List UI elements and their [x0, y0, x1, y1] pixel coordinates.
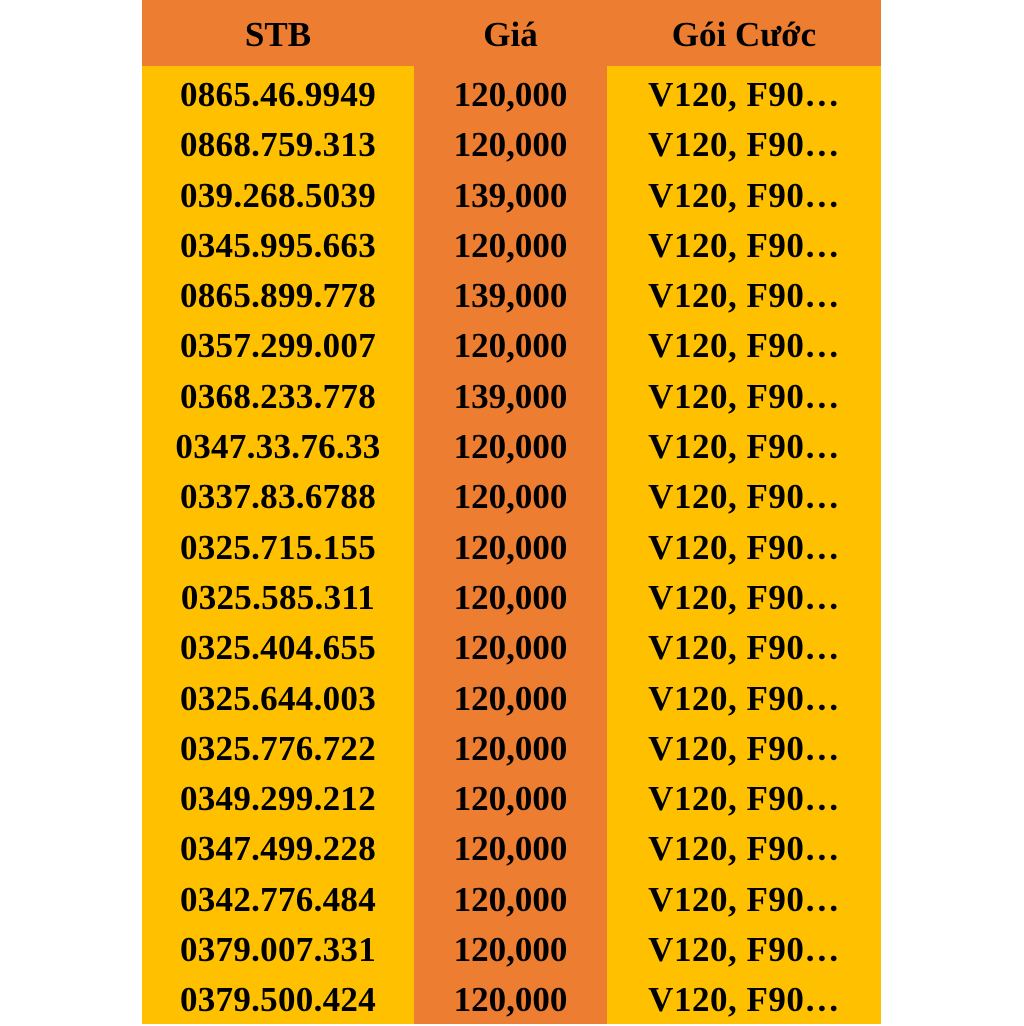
price-cell: 120,000 [453, 326, 568, 366]
price-cell: 120,000 [453, 527, 568, 567]
price-cell: 120,000 [453, 577, 568, 617]
price-cell: 139,000 [453, 376, 568, 416]
phone-number-cell: 039.268.5039 [179, 175, 377, 215]
phone-number-cell: 0347.33.76.33 [175, 427, 381, 467]
header-price: Giá [483, 15, 538, 54]
phone-number-cell: 0337.83.6788 [179, 477, 377, 517]
package-cell: V120, F90… [648, 577, 840, 617]
phone-number-cell: 0357.299.007 [179, 326, 377, 366]
package-cell: V120, F90… [648, 376, 840, 416]
phone-number-cell: 0347.499.228 [179, 829, 377, 869]
phone-number-cell: 0865.899.778 [179, 276, 377, 316]
package-cell: V120, F90… [648, 427, 840, 467]
package-cell: V120, F90… [648, 125, 840, 165]
table-row [142, 70, 881, 120]
price-cell: 120,000 [453, 678, 568, 718]
package-cell: V120, F90… [648, 879, 840, 919]
package-cell: V120, F90… [648, 276, 840, 316]
table-row [142, 422, 881, 472]
price-cell: 120,000 [453, 980, 568, 1020]
package-cell: V120, F90… [648, 829, 840, 869]
table-row [142, 372, 881, 422]
package-cell: V120, F90… [648, 326, 840, 366]
phone-number-cell: 0325.404.655 [179, 628, 377, 668]
package-cell: V120, F90… [648, 225, 840, 265]
price-cell: 120,000 [453, 225, 568, 265]
phone-number-cell: 0379.500.424 [179, 980, 377, 1020]
package-cell: V120, F90… [648, 175, 840, 215]
price-cell: 139,000 [453, 175, 568, 215]
header-stb: STB [244, 15, 312, 54]
table-row [142, 875, 881, 925]
table-row [142, 523, 881, 573]
table-row [142, 975, 881, 1025]
package-cell: V120, F90… [648, 678, 840, 718]
package-cell: V120, F90… [648, 779, 840, 819]
header-package: Gói Cước [671, 15, 817, 54]
price-cell: 120,000 [453, 628, 568, 668]
table-body [142, 70, 881, 1026]
price-cell: 120,000 [453, 728, 568, 768]
price-table [142, 0, 881, 1024]
table-row [142, 221, 881, 271]
price-cell: 120,000 [453, 879, 568, 919]
table-row [142, 824, 881, 874]
table-row [142, 925, 881, 975]
package-cell: V120, F90… [648, 75, 840, 114]
phone-number-cell: 0349.299.212 [179, 779, 377, 819]
phone-number-cell: 0325.585.311 [180, 577, 376, 617]
table-row [142, 674, 881, 724]
table-row [142, 321, 881, 371]
package-cell: V120, F90… [648, 930, 840, 970]
price-cell: 120,000 [453, 125, 568, 165]
phone-number-cell: 0868.759.313 [179, 125, 377, 165]
phone-number-cell: 0325.776.722 [179, 728, 377, 768]
table-row [142, 724, 881, 774]
table-row [142, 573, 881, 623]
price-cell: 120,000 [453, 477, 568, 517]
phone-number-cell: 0325.715.155 [179, 527, 377, 567]
table-row [142, 271, 881, 321]
phone-number-cell: 0368.233.778 [179, 376, 377, 416]
table-row [142, 774, 881, 824]
price-cell: 120,000 [453, 75, 568, 114]
table-row [142, 623, 881, 673]
table-header [142, 0, 881, 66]
package-cell: V120, F90… [648, 628, 840, 668]
package-cell: V120, F90… [648, 980, 840, 1020]
table-row [142, 171, 881, 221]
package-cell: V120, F90… [648, 728, 840, 768]
phone-number-cell: 0865.46.9949 [179, 75, 377, 114]
package-cell: V120, F90… [648, 477, 840, 517]
price-cell: 120,000 [453, 779, 568, 819]
price-cell: 120,000 [453, 930, 568, 970]
price-cell: 120,000 [453, 427, 568, 467]
phone-number-cell: 0342.776.484 [179, 879, 377, 919]
package-cell: V120, F90… [648, 527, 840, 567]
table-row [142, 472, 881, 522]
table-row [142, 120, 881, 170]
price-cell: 120,000 [453, 829, 568, 869]
phone-number-cell: 0345.995.663 [179, 225, 377, 265]
price-cell: 139,000 [453, 276, 568, 316]
phone-number-cell: 0325.644.003 [179, 678, 377, 718]
phone-number-cell: 0379.007.331 [179, 930, 377, 970]
